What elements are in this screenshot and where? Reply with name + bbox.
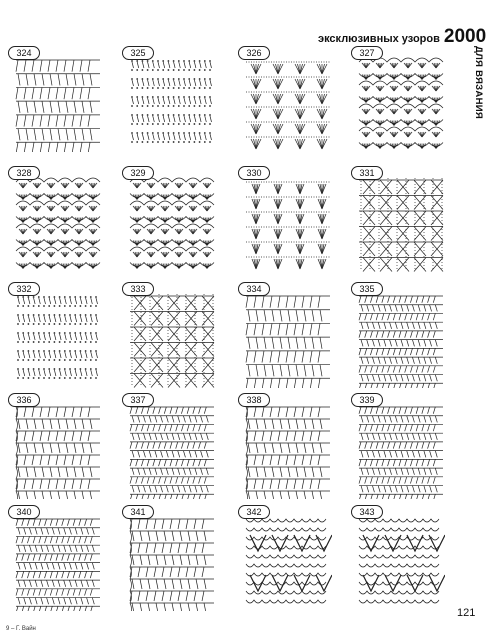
pattern-cell xyxy=(4,166,114,281)
pattern-cell xyxy=(118,505,228,620)
pattern-cell xyxy=(4,46,114,161)
crochet-chart xyxy=(14,176,102,272)
crochet-chart xyxy=(14,515,102,611)
crochet-chart xyxy=(14,292,102,388)
crochet-chart xyxy=(244,56,332,152)
crochet-chart xyxy=(128,56,216,152)
pattern-cell xyxy=(347,505,457,620)
crochet-chart-drawing xyxy=(128,56,216,152)
crochet-chart xyxy=(357,515,445,611)
crochet-chart xyxy=(128,292,216,388)
crochet-chart-drawing xyxy=(244,56,332,152)
pattern-number: 338 xyxy=(238,393,270,407)
crochet-chart xyxy=(357,56,445,152)
crochet-chart-drawing xyxy=(357,176,445,272)
crochet-chart-drawing xyxy=(128,403,216,499)
crochet-chart xyxy=(357,292,445,388)
pattern-cell xyxy=(118,393,228,508)
pattern-number: 328 xyxy=(8,166,40,180)
crochet-chart xyxy=(357,403,445,499)
crochet-chart xyxy=(244,292,332,388)
crochet-chart-drawing xyxy=(14,176,102,272)
pattern-number: 327 xyxy=(351,46,383,60)
pattern-number: 332 xyxy=(8,282,40,296)
crochet-chart-drawing xyxy=(244,515,332,611)
crochet-chart-drawing xyxy=(128,176,216,272)
pattern-number: 343 xyxy=(351,505,383,519)
crochet-chart-drawing xyxy=(357,292,445,388)
pattern-cell xyxy=(234,282,344,397)
pattern-number: 341 xyxy=(122,505,154,519)
pattern-number: 333 xyxy=(122,282,154,296)
pattern-number: 334 xyxy=(238,282,270,296)
crochet-chart-drawing xyxy=(244,403,332,499)
pattern-cell xyxy=(347,46,457,161)
crochet-chart xyxy=(244,515,332,611)
pattern-number: 330 xyxy=(238,166,270,180)
pattern-number: 331 xyxy=(351,166,383,180)
crochet-chart-drawing xyxy=(14,403,102,499)
crochet-chart-drawing xyxy=(357,403,445,499)
pattern-cell xyxy=(234,166,344,281)
crochet-chart xyxy=(128,515,216,611)
header-number: 2000 xyxy=(443,26,487,47)
crochet-chart xyxy=(244,176,332,272)
crochet-chart xyxy=(128,176,216,272)
crochet-chart-drawing xyxy=(128,292,216,388)
crochet-chart-drawing xyxy=(244,292,332,388)
pattern-number: 342 xyxy=(238,505,270,519)
pattern-number: 336 xyxy=(8,393,40,407)
crochet-chart xyxy=(14,403,102,499)
pattern-number: 337 xyxy=(122,393,154,407)
footer-credit: 9 – Г. Вайн xyxy=(6,626,36,632)
page-number: 121 xyxy=(457,607,476,619)
pattern-cell xyxy=(234,505,344,620)
pattern-cell xyxy=(4,505,114,620)
pattern-number: 329 xyxy=(122,166,154,180)
pattern-cell xyxy=(4,393,114,508)
pattern-cell xyxy=(4,282,114,397)
crochet-chart-drawing xyxy=(14,515,102,611)
crochet-chart-drawing xyxy=(357,56,445,152)
pattern-cell xyxy=(347,393,457,508)
crochet-chart xyxy=(128,403,216,499)
pattern-number: 326 xyxy=(238,46,270,60)
pattern-cell xyxy=(347,282,457,397)
crochet-chart-drawing xyxy=(14,292,102,388)
pattern-cell xyxy=(234,46,344,161)
crochet-chart xyxy=(14,56,102,152)
crochet-chart-drawing xyxy=(357,515,445,611)
crochet-chart-drawing xyxy=(244,176,332,272)
pattern-cell xyxy=(118,282,228,397)
pattern-number: 324 xyxy=(8,46,40,60)
pattern-number: 335 xyxy=(351,282,383,296)
side-label: ДЛЯ ВЯЗАНИЯ xyxy=(473,46,484,119)
crochet-chart xyxy=(357,176,445,272)
pattern-number: 340 xyxy=(8,505,40,519)
pattern-cell xyxy=(347,166,457,281)
pattern-number: 325 xyxy=(122,46,154,60)
crochet-chart-drawing xyxy=(128,515,216,611)
pattern-cell xyxy=(118,166,228,281)
pattern-cell xyxy=(118,46,228,161)
crochet-chart-drawing xyxy=(14,56,102,152)
crochet-chart xyxy=(244,403,332,499)
pattern-cell xyxy=(234,393,344,508)
header-subtitle: эксклюзивных узоров xyxy=(318,33,440,45)
pattern-number: 339 xyxy=(351,393,383,407)
